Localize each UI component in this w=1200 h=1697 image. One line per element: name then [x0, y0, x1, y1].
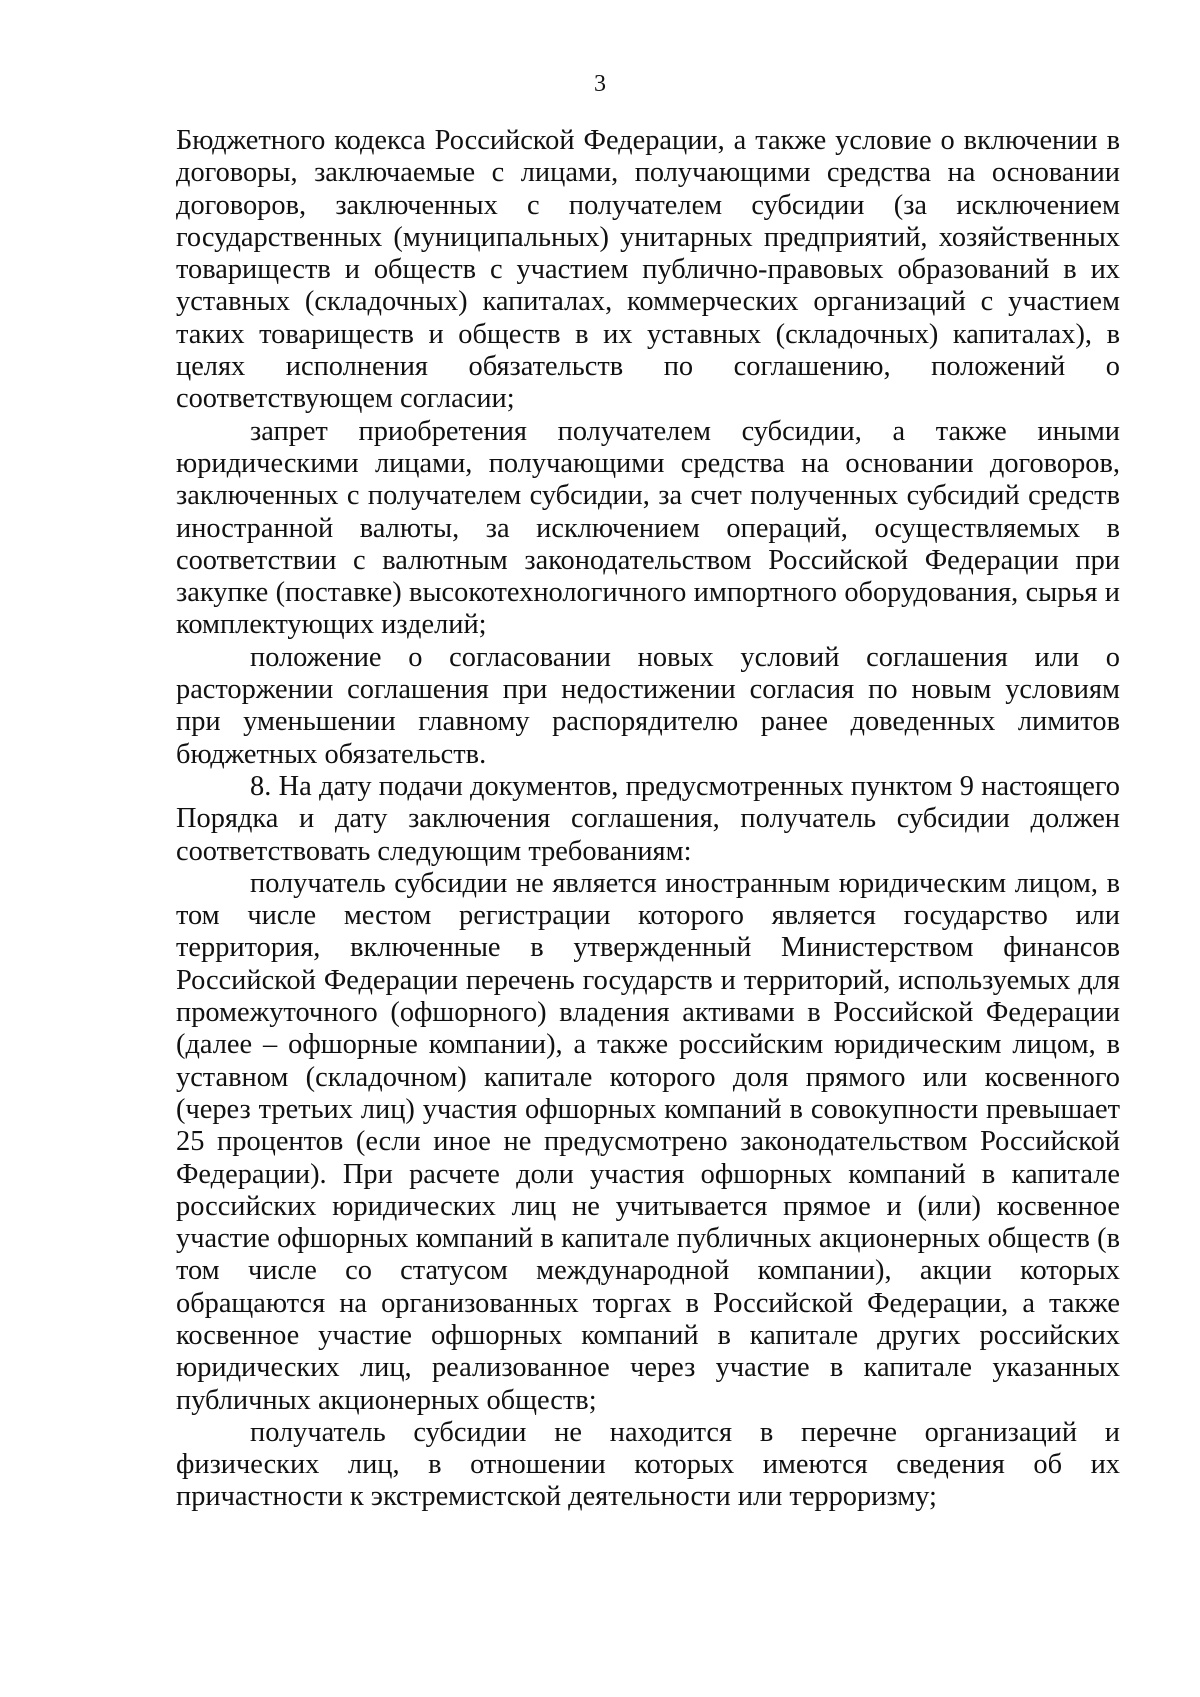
paragraph-offshore-requirement: получатель субсидии не является иностранным юридическим лицом, в том числе местом регистрации которого является государство или территория, включенные в утвержденный Министерством финансов Российской Федерации перечень государств и территорий, используемых для промежуточного (офшорного) владения активами в Российской Федерации (далее – офшорные компании), а также российским юридическим лицом, в уставном (складочном) капитале которого доля прямого или косвенного (через третьих лиц) участия офшорных компаний в совокупности превышает 25 процентов (если иное не предусмотрено законодательством Российской Федерации). При расчете доли участия офшорных компаний в капитале российских юридических лиц не учитывается прямое и (или) косвенное участие офшорных компаний в капитале публичных акционерных обществ (в том числе со статусом международной компании), акции которых обращаются на организованных торгах в Российской Федерации, а также косвенное участие офшорных компаний в капитале других российских юридических лиц, реализованное через участие в капитале указанных публичных акционерных обществ;: [176, 867, 1120, 1416]
paragraph-agreement-termination: положение о согласовании новых условий соглашения или о расторжении соглашения при недостижении согласия по новым условиям при уменьшении главному распорядителю ранее доведенных лимитов бюджетных обязательств.: [176, 641, 1120, 770]
paragraph-foreign-currency-ban: запрет приобретения получателем субсидии, а также иными юридическими лицами, получающими средства на основании договоров, заключенных с получателем субсидии, за счет полученных субсидий средств иностранной валюты, за исключением операций, осуществляемых в соответствии с валютным законодательством Российской Федерации при закупке (поставке) высокотехнологичного импортного оборудования, сырья и комплектующих изделий;: [176, 415, 1120, 641]
page-number: 3: [594, 71, 606, 97]
document-body: [176, 125, 1120, 1514]
paragraph-extremism-requirement: получатель субсидии не находится в перечне организаций и физических лиц, в отношении которых имеются сведения об их причастности к экстремистской деятельности или терроризму;: [176, 1416, 1120, 1513]
paragraph-clause-8: 8. На дату подачи документов, предусмотренных пунктом 9 настоящего Порядка и дату заключения соглашения, получатель субсидии должен соответствовать следующим требованиям:: [176, 770, 1120, 867]
paragraph-budget-code-condition: Бюджетного кодекса Российской Федерации, а также условие о включении в договоры, заключаемые с лицами, получающими средства на основании договоров, заключенных с получателем субсидии (за исключением государственных (муниципальных) унитарных предприятий, хозяйственных товариществ и обществ с участием публично-правовых образований в их уставных (складочных) капиталах, коммерческих организаций с участием таких товариществ и обществ в их уставных (складочных) капиталах), в целях исполнения обязательств по соглашению, положений о соответствующем согласии;: [176, 125, 1120, 415]
